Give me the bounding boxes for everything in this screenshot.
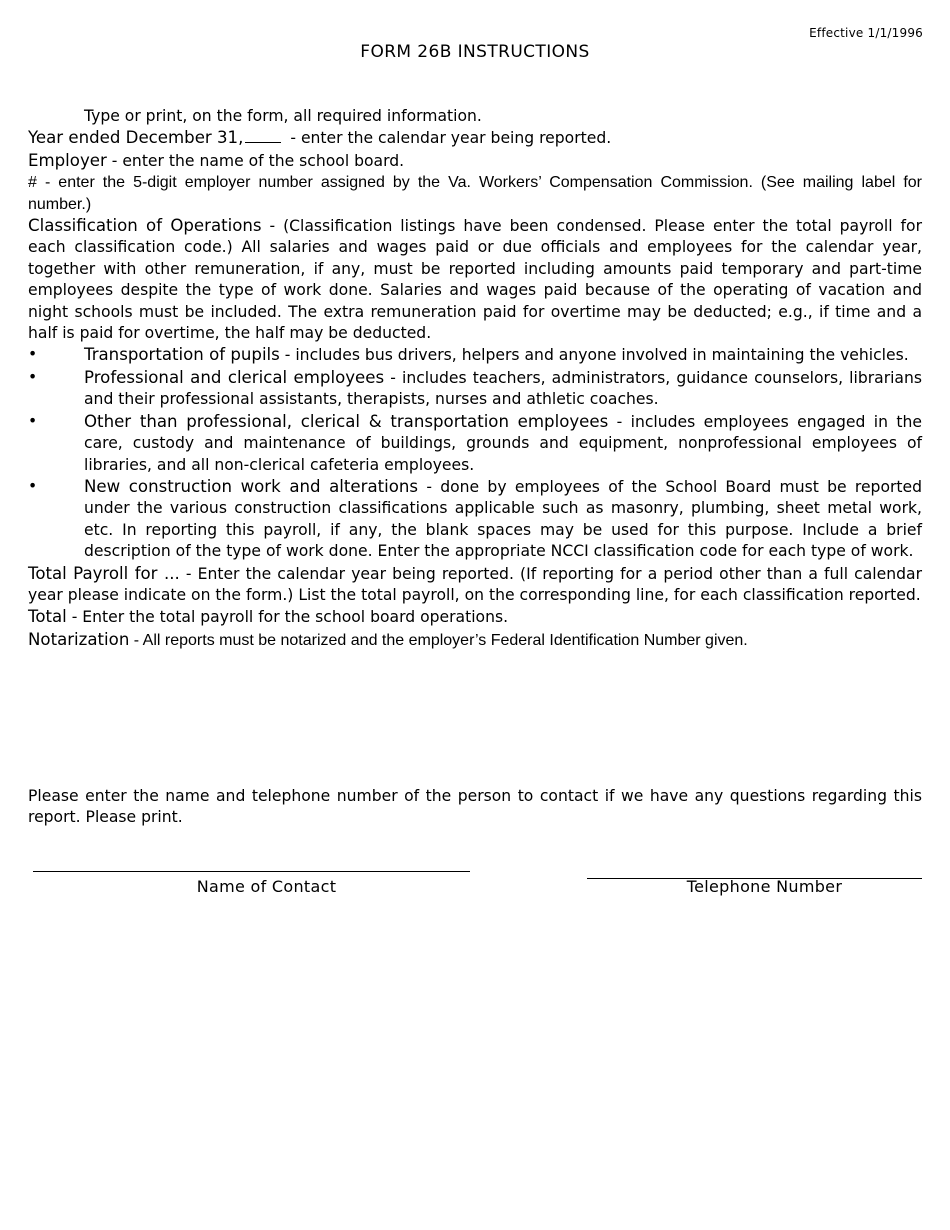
total-payroll-instruction xyxy=(28,563,922,607)
total-text: - Enter the total payroll for the school board operations. xyxy=(66,608,509,627)
bullet-item xyxy=(28,344,922,366)
total-payroll-term: Total Payroll for ... xyxy=(28,563,180,583)
year-ended-term: Year ended December 31, xyxy=(28,128,244,148)
classification-term: Classification of Operations xyxy=(28,216,262,236)
bullet-text: - includes employees engaged in the care, custody and maintenance of buildings, grounds and equipment, nonprofessional employees of libraries, and all non-clerical cafeteria employees. xyxy=(84,412,922,474)
bullet-term: Transportation of pupils xyxy=(84,345,280,365)
total-term: Total xyxy=(28,607,67,627)
total-payroll-text: - Enter the calendar year being reported. (If reporting for a period other than a full calendar year please indicate on the form.) List the total payroll, on the corresponding line, for each classification reported. xyxy=(28,564,922,604)
name-of-contact-line[interactable] xyxy=(33,871,470,872)
bullet-item xyxy=(28,367,922,411)
notarization-text: - All reports must be notarized and the employer’s Federal Identification Number given. xyxy=(129,631,748,649)
classification-instruction xyxy=(28,215,922,344)
bullet-symbol: • xyxy=(28,476,38,495)
classification-text: - (Classification listings have been condensed. Please enter the total payroll for each classification code.) All salaries and wages paid or due officials and employees for the calendar year, together with other remuneration, if any, must be reported including amounts paid temporary and part-time employees despite the type of work done. Salaries and wages paid because of the operating of vacation and night schools must be included. The extra remuneration paid for overtime may be deducted; e.g., if time and a half is paid for overtime, the half may be deducted. xyxy=(28,217,922,343)
notarization-instruction xyxy=(28,629,922,651)
year-ended-text: - enter the calendar year being reported. xyxy=(285,129,612,148)
employer-term: Employer xyxy=(28,150,107,170)
bullet-symbol: • xyxy=(28,411,38,430)
number-term: # xyxy=(28,174,37,192)
bullet-symbol: • xyxy=(28,345,38,364)
bullet-term: Other than professional, clerical & transportation employees xyxy=(84,411,609,431)
name-of-contact-label: Name of Contact xyxy=(196,877,337,896)
bullet-term: Professional and clerical employees xyxy=(84,367,385,387)
bullet-text: - includes bus drivers, helpers and anyone involved in maintaining the vehicles. xyxy=(279,346,909,365)
number-text: - enter the 5-digit employer number assigned by the Va. Workers’ Compensation Commission. (See mailing label for number.) xyxy=(28,174,922,213)
bullet-item xyxy=(28,476,922,563)
employer-instruction xyxy=(28,150,922,172)
page-title: FORM 26B INSTRUCTIONS xyxy=(360,42,590,62)
bullet-item xyxy=(28,411,922,476)
year-blank xyxy=(245,128,281,143)
employer-text: - enter the name of the school board. xyxy=(106,151,405,170)
telephone-number-label: Telephone Number xyxy=(686,877,843,896)
instructions-body xyxy=(28,106,922,651)
year-ended-instruction xyxy=(28,127,922,149)
bullet-symbol: • xyxy=(28,367,38,386)
total-instruction xyxy=(28,606,922,628)
effective-date: Effective 1/1/1996 xyxy=(809,26,923,40)
employer-number-instruction xyxy=(28,172,922,215)
intro-line: Type or print, on the form, all required information. xyxy=(84,107,482,125)
bullet-term: New construction work and alterations xyxy=(84,476,419,496)
bullet-text: - done by employees of the School Board must be reported under the various construction classifications applicable such as masonry, plumbing, sheet metal work, etc. In reporting this payroll, if any, the blank spaces may be used for this purpose. Include a brief description of the type of work done. Enter the appropriate NCCI classification code for each type of work. xyxy=(84,477,923,561)
contact-request: Please enter the name and telephone number of the person to contact if we have any questions regarding this report. Please print. xyxy=(28,786,922,826)
notarization-term: Notarization xyxy=(28,629,130,649)
bullet-text: - includes teachers, administrators, guidance counselors, librarians and their professional assistants, therapists, nurses and athletic coaches. xyxy=(84,368,922,409)
